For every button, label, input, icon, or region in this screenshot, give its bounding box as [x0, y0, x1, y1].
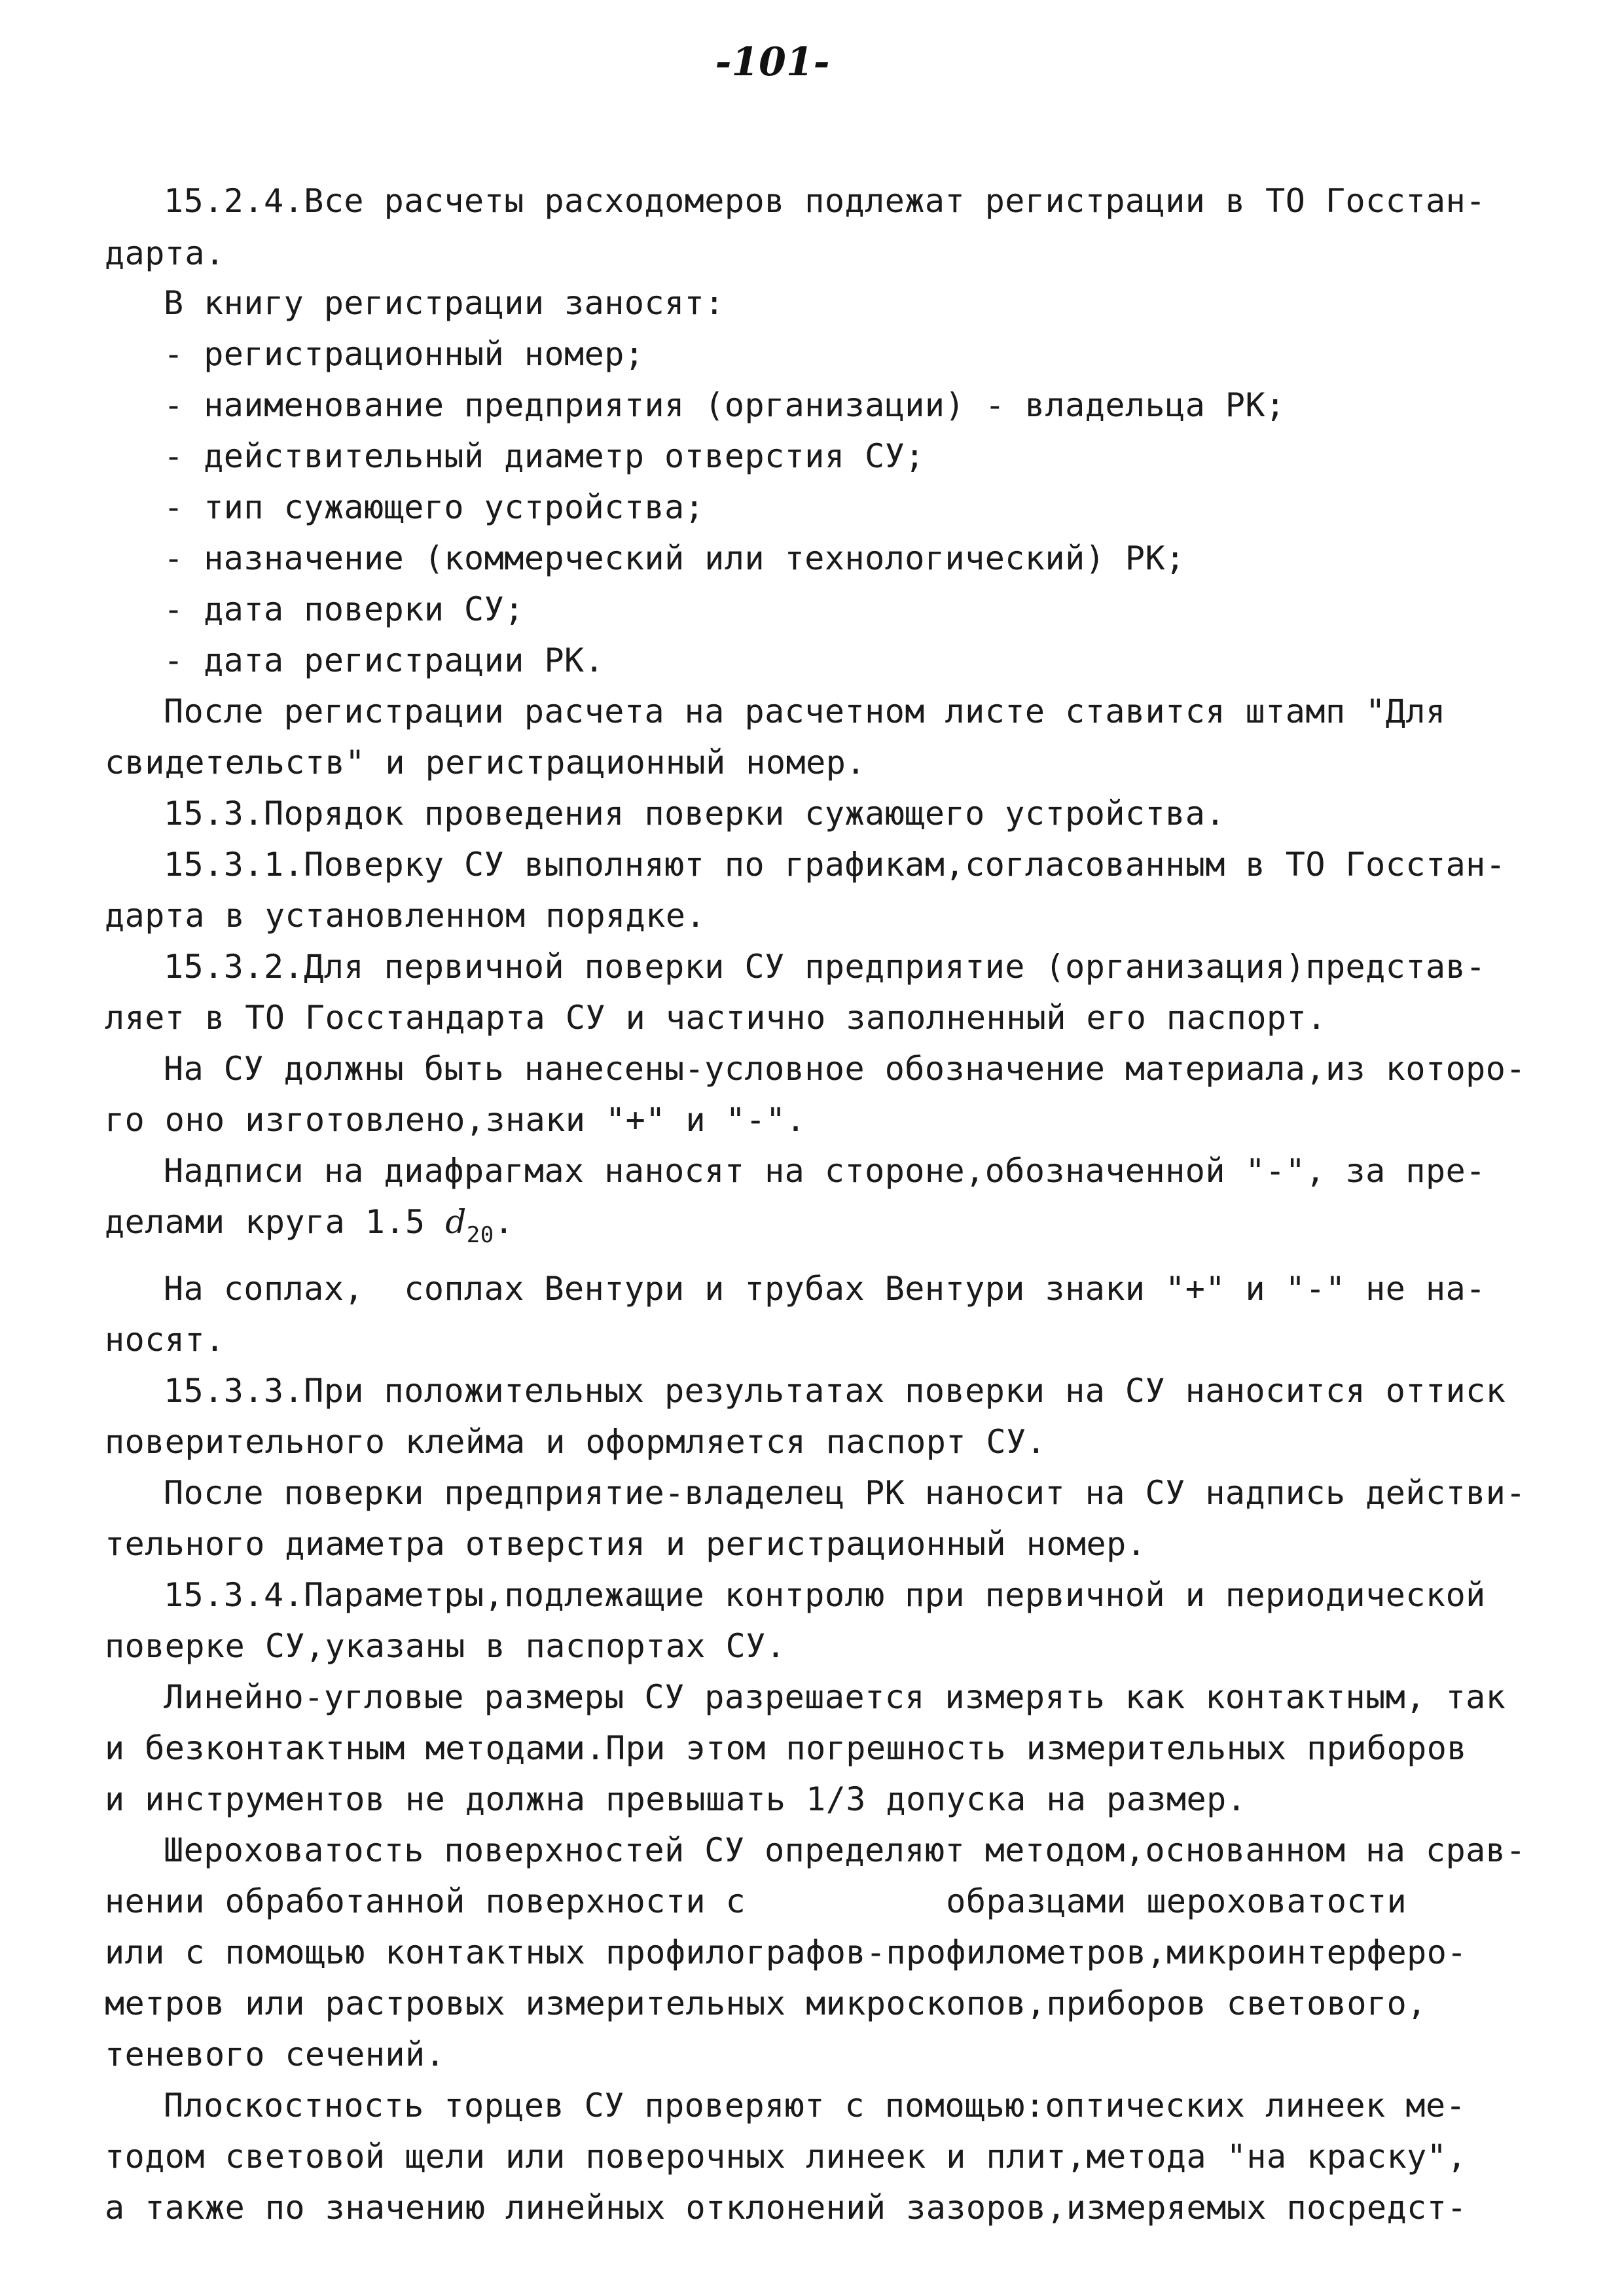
list-item: - назначение (коммерческий или технологический) РК;: [164, 539, 1185, 577]
text-line: и инструментов не должна превышать 1/3 допуска на размер.: [105, 1780, 1247, 1818]
text-fragment: делами круга 1.5: [105, 1203, 446, 1241]
list-item: - дата регистрации РК.: [164, 641, 605, 679]
text-line: На СУ должны быть нанесены-условное обозначение материала,из которо-: [164, 1050, 1526, 1088]
text-line: На соплах, соплах Вентури и трубах Вентури знаки "+" и "-" не на-: [164, 1270, 1486, 1308]
diameter-subscript: 20: [466, 1222, 494, 1248]
text-line: тодом световой щели или поверочных линеек и плит,метода "на краску",: [105, 2138, 1467, 2176]
text-line: ляет в ТО Госстандарта СУ и частично заполненный его паспорт.: [105, 999, 1327, 1037]
text-line: Шероховатость поверхностей СУ определяют методом,основанном на срав-: [164, 1831, 1526, 1869]
text-line: метров или растровых измерительных микроскопов,приборов светового,: [105, 1984, 1427, 2022]
text-line: Плоскостность торцев СУ проверяют с помощью:оптических линеек ме-: [164, 2087, 1466, 2125]
text-line: го оно изготовлено,знаки "+" и "-".: [105, 1101, 806, 1139]
text-line-with-formula: [105, 1202, 514, 1255]
text-line: 15.3.4.Параметры,подлежащие контролю при первичной и периодической: [164, 1576, 1486, 1614]
text-line: поверительного клейма и оформляется паспорт СУ.: [105, 1423, 1047, 1461]
list-item: - дата поверки СУ;: [164, 590, 524, 628]
text-line: После регистрации расчета на расчетном листе ставится штамп "Для: [164, 692, 1446, 730]
text-line: 15.2.4.Все расчеты расходомеров подлежат регистрации в ТО Госстан-: [164, 182, 1486, 220]
text-line: Надписи на диафрагмах наносят на стороне,обозначенной "-", за пре-: [164, 1152, 1486, 1190]
text-line: дарта.: [105, 234, 225, 272]
page-number: -101-: [715, 39, 830, 85]
formula-period: .: [494, 1203, 514, 1241]
list-item: - действительный диаметр отверстия СУ;: [164, 437, 925, 475]
diameter-symbol: d: [445, 1203, 467, 1241]
section-heading: 15.3.Порядок проведения поверки сужающего устройства.: [164, 795, 1225, 833]
text-line: нении обработанной поверхности с образцами шероховатости: [105, 1882, 1407, 1920]
text-line: В книгу регистрации заносят:: [164, 284, 725, 322]
text-line: После поверки предприятие-владелец РК наносит на СУ надпись действи-: [164, 1474, 1526, 1512]
text-line: дарта в установленном порядке.: [105, 897, 706, 935]
text-line: поверке СУ,указаны в паспортах СУ.: [105, 1627, 786, 1665]
text-line: 15.3.3.При положительных результатах поверки на СУ наносится оттиск: [164, 1372, 1506, 1410]
list-item: - наименование предприятия (организации) - владельца РК;: [164, 386, 1286, 424]
list-item: - регистрационный номер;: [164, 335, 645, 373]
text-line: теневого сечений.: [105, 2036, 446, 2073]
text-line: свидетельств" и регистрационный номер.: [105, 744, 866, 781]
text-line: или с помощью контактных профилографов-профилометров,микроинтерферо-: [105, 1933, 1467, 1971]
text-line: тельного диаметра отверстия и регистрационный номер.: [105, 1525, 1147, 1563]
text-line: 15.3.1.Поверку СУ выполняют по графикам,согласованным в ТО Госстан-: [164, 846, 1506, 884]
text-line: носят.: [105, 1321, 225, 1359]
text-line: Линейно-угловые размеры СУ разрешается измерять как контактным, так: [164, 1678, 1506, 1716]
text-line: и безконтактным методами.При этом погрешность измерительных приборов: [105, 1729, 1467, 1767]
list-item: - тип сужающего устройства;: [164, 488, 705, 526]
text-line: 15.3.2.Для первичной поверки СУ предприятие (организация)представ-: [164, 948, 1486, 986]
text-line: а также по значению линейных отклонений зазоров,измеряемых посредст-: [105, 2189, 1467, 2227]
